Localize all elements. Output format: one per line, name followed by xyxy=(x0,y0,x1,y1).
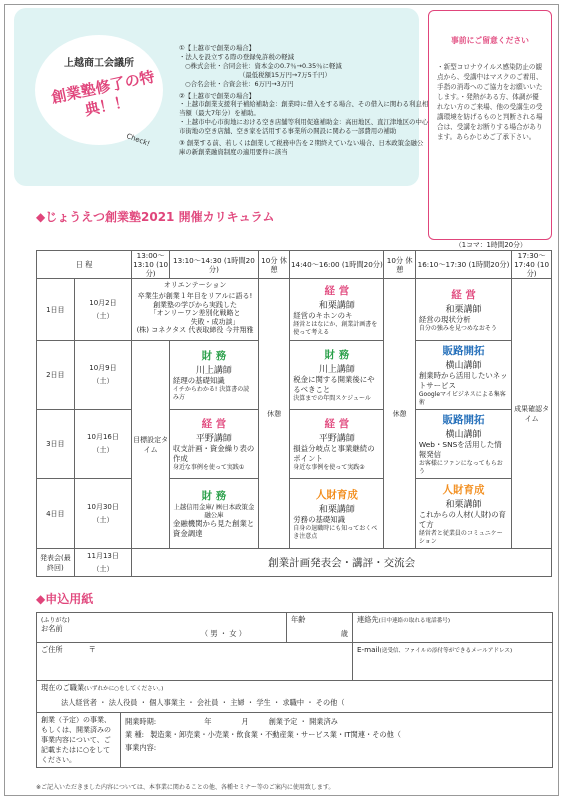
contact-field[interactable]: 連絡先(日中連絡の取れる電話番号) xyxy=(353,613,553,643)
footnote: ※ご記入いただきました内容については、本事業に関わることの他、各種セミナー等のご案内に使用致します。 xyxy=(36,784,335,791)
final-label: 発表会(最終回) xyxy=(37,549,75,577)
day-date: 10月2日 （土） xyxy=(74,279,132,341)
session-cell: 経 営 和栗講師 経営の現状分析 自分の強みを見つめなおそう xyxy=(415,279,511,341)
benefit-line: ②【上越市で創業の場合】 xyxy=(179,91,256,100)
benefits-list xyxy=(179,44,429,157)
header-t3: 14:40～16:00 (1時間20分) xyxy=(290,251,384,279)
session-cell: 人財育成 和栗講師 労務の基礎知識 自身の退職時にも知っておくべき注意点 xyxy=(290,479,384,549)
goal-time: 目標設定タイム xyxy=(132,341,170,549)
notice-title: 事前にご留意ください xyxy=(451,36,529,45)
age-field[interactable]: 年齢 歳 xyxy=(287,613,353,643)
session-cell: 経 営 平野講師 収支計画・資金繰り表の作成 身近な事例を使って実践① xyxy=(169,410,258,479)
confirm-time: 成果確認タイム xyxy=(512,279,552,549)
business-question: 創業（予定）の事業、もしくは、開業済みの事業内容について、ご記載またはに○をしてください。 xyxy=(37,713,121,768)
notice-box xyxy=(428,10,552,240)
day-date: 10月9日 （土） xyxy=(74,341,132,410)
header-t1: 13:00～ 13:10 (10分) xyxy=(133,251,169,278)
unit-note: （1コマ：1時間20分） xyxy=(455,241,527,249)
day-label: 2日目 xyxy=(37,341,75,410)
table-row xyxy=(37,410,552,479)
day-date: 10月16日 （土） xyxy=(74,410,132,479)
curriculum-table xyxy=(36,250,552,577)
benefit-line: ③ 創業する前、若しくは創業して税務申告を２期終えていない場合、日本政策金融公庫の新創業融資制度の適用要件に該当 xyxy=(179,139,424,156)
table-row xyxy=(37,341,552,410)
application-form xyxy=(36,612,553,768)
header-date: 日 程 xyxy=(37,251,132,279)
benefit-line: ・上越市中心市街地における空き店舗等利用促進補助金：高田地区、直江津地区の中心市街地の空き店舗、空き家を活用する事業所の開設に関わる一部費用の補助 xyxy=(179,118,429,136)
table-row xyxy=(37,549,552,577)
check-label: Check! xyxy=(125,132,151,148)
final-content: 創業計画発表会・講評・交流会 xyxy=(132,549,552,577)
orientation-cell: オリエンテーション 卒業生が創業１年目をリアルに語る! 創業塾の学びから実践した 「オンリーワン差別化戦略と 失敗・成功談」 (株) コネクタス 代表取締役 今井翔雅 xyxy=(132,279,259,341)
day-label: 3日目 xyxy=(37,410,75,479)
benefit-line: ・上越市創業支援利子補給補助金：創業時に借入をする場合、その借入に関わる利息相当額（最大7年分）を補助。 xyxy=(179,100,429,118)
benefits-panel xyxy=(14,8,429,186)
benefit-line: ・法人を設立する際の登録免許税の軽減 xyxy=(179,52,295,61)
day-date: 10月30日 （土） xyxy=(74,479,132,549)
break-2: 休憩 xyxy=(384,279,415,549)
table-row xyxy=(37,279,552,341)
benefit-line: （最低税額15万円→7万5千円） xyxy=(239,70,331,79)
name-field[interactable]: (ふりがな) お名前 （ 男 ・ 女 ） xyxy=(37,613,287,643)
benefit-headline: 創業塾修了の特典！！ xyxy=(49,67,157,120)
header-t2: 13:10～14:30 (1時間20分) xyxy=(169,251,258,279)
occupation-field[interactable]: 現在のご職業(いずれかに○をしてください。) 法人経営者 ・ 法人役員 ・ 個人事業主 ・ 会社員 ・ 主婦 ・ 学生 ・ 求職中 ・ その他（ xyxy=(37,681,553,713)
day-label: 1日目 xyxy=(37,279,75,341)
day-label: 4日目 xyxy=(37,479,75,549)
header-break1: 10分 休憩 xyxy=(258,251,289,279)
final-date: 11月13日 （土） xyxy=(74,549,132,577)
header-t4: 16:10～17:30 (1時間20分) xyxy=(415,251,511,279)
benefit-line: ○合名会社・合資会社：6万円→3万円 xyxy=(185,79,294,88)
session-cell: 経 営 平野講師 損益分岐点と事業継続のポイント 身近な事例を使って実践② xyxy=(290,410,384,479)
benefit-line: ○株式会社・合同会社：資本金の0.7％→0.35％に軽減 xyxy=(185,61,342,70)
email-field[interactable]: E-mail(送受信、ファイルの添付等ができるメールアドレス) xyxy=(353,643,553,681)
notice-body: ・新型コロナウイルス感染防止の観点から、受講中はマスクのご着用、手指の消毒へのご協力をお願いいたします。・発熱がある方、体調が優れない方のご来場、他の受講生の受講環境を妨げるものと判断される場合は、受講をお断りする場合があります。あらかじめご了承下さい。 xyxy=(437,63,543,141)
curriculum-header-row xyxy=(37,251,552,279)
session-cell: 人財育成 和栗講師 これからの人材(人財)の育て方 経営者と従業員のコミュニケーション xyxy=(415,479,511,549)
session-cell: 財 務 上越信用金庫/ ㈱日本政策金融公庫 金融機関から見た創業と資金調達 xyxy=(169,479,258,549)
organizer-label: 上越商工会議所 xyxy=(64,58,134,69)
session-cell: 販路開拓 横山講師 創業時から活用したいネットサービス Googleマイビジネスによる集客術 xyxy=(415,341,511,410)
address-field[interactable]: ご住所 〒 xyxy=(37,643,353,681)
session-cell: 財 務 川上講師 経理の基礎知識 イチからわかる! 決算書の読み方 xyxy=(169,341,258,410)
table-row xyxy=(37,479,552,549)
session-cell: 財 務 川上講師 税金に関する開業後にやるべきこと 決算までの年間スケジュール xyxy=(290,341,384,410)
header-break2: 10分 休憩 xyxy=(384,251,415,279)
benefit-line: ①【上越市で創業の場合】 xyxy=(179,44,256,52)
curriculum-title: ◆じょうえつ創業塾2021 開催カリキュラム xyxy=(36,210,275,224)
business-field[interactable]: 開業時期: 年 月 創業予定 ・ 開業済み 業 種: 製造業・卸売業・小売業・飲食業・不動産業・サービス業・IT関連・その他（ 事業内容: xyxy=(121,713,553,768)
break-1: 休憩 xyxy=(258,279,289,549)
session-cell: 販路開拓 横山講師 Web・SNSを活用した情報発信 お客様にファンになってもらおう xyxy=(415,410,511,479)
header-t5: 17:30～ 17:40 (10分) xyxy=(512,251,552,279)
session-cell: 経 営 和栗講師 経営のキホンのキ 経営とはなにか、創業計画書を使って考える xyxy=(290,279,384,341)
form-title: ◆申込用紙 xyxy=(36,592,94,606)
